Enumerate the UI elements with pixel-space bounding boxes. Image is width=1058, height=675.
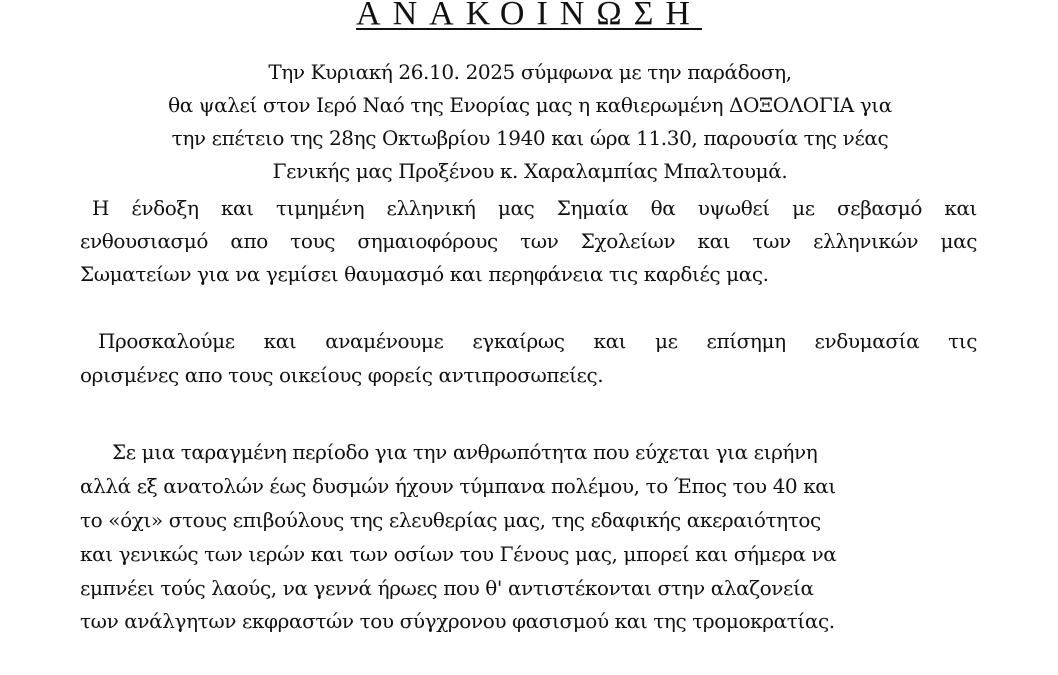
paragraph-3-line-2: ορισμένες απο τους οικείους φορείς αντιπροσωπείες. <box>80 363 604 387</box>
paragraph-2-line-1: Η ένδοξη και τιμημένη ελληνική μας Σημαία θα υψωθεί με σεβασμό και <box>92 196 977 220</box>
paragraph-4-line-4: και γενικώς των ιερών και των οσίων του Γένους μας, μπορεί και σήμερα να <box>80 542 837 566</box>
paragraph-1-line-4: Γενικής μας Προξένου κ. Χαραλαμπίας Μπαλτουμά. <box>272 159 788 183</box>
paragraph-1-line-1: Την Κυριακή 26.10. 2025 σύμφωνα με την παράδοση, <box>268 60 792 84</box>
paragraph-2-line-3: Σωματείων για να γεμίσει θαυμασμό και περηφάνεια τις καρδιές μας. <box>80 262 769 286</box>
paragraph-2-line-2: ενθουσιασμό απο τους σημαιοφόρους των Σχολείων και των ελληνικών μας <box>80 229 977 253</box>
paragraph-1-line-3: την επέτειο της 28ης Οκτωβρίου 1940 και ώρα 11.30, παρουσία της νέας <box>171 126 889 150</box>
paragraph-4-line-2: αλλά εξ ανατολών έως δυσμών ήχουν τύμπανα πολέμου, το Έπος του 40 και <box>80 474 836 498</box>
paragraph-4-line-6: των ανάλγητων εκφραστών του σύγχρονου φασισμού και της τρομοκρατίας. <box>80 609 835 633</box>
announcement-title-text: ΑΝΑΚΟΙΝΩΣΗ <box>356 0 702 32</box>
announcement-title <box>0 0 1058 34</box>
paragraph-3-line-1: Προσκαλούμε και αναμένουμε εγκαίρως και με επίσημη ενδυμασία τις <box>98 329 977 353</box>
paragraph-4-line-3: το «όχι» στους επιβούλους της ελευθερίας μας, της εδαφικής ακεραιότητος <box>80 508 821 532</box>
paragraph-4-line-1: Σε μια ταραγμένη περίοδο για την ανθρωπότητα που εύχεται για ειρήνη <box>112 440 818 464</box>
paragraph-4-line-5: εμπνέει τούς λαούς, να γεννά ήρωες που θ' αντιστέκονται στην αλαζονεία <box>80 576 814 600</box>
paragraph-1-line-2: θα ψαλεί στον Ιερό Ναό της Ενορίας μας η καθιερωμένη ΔΟΞΟΛΟΓΙΑ για <box>168 93 892 117</box>
